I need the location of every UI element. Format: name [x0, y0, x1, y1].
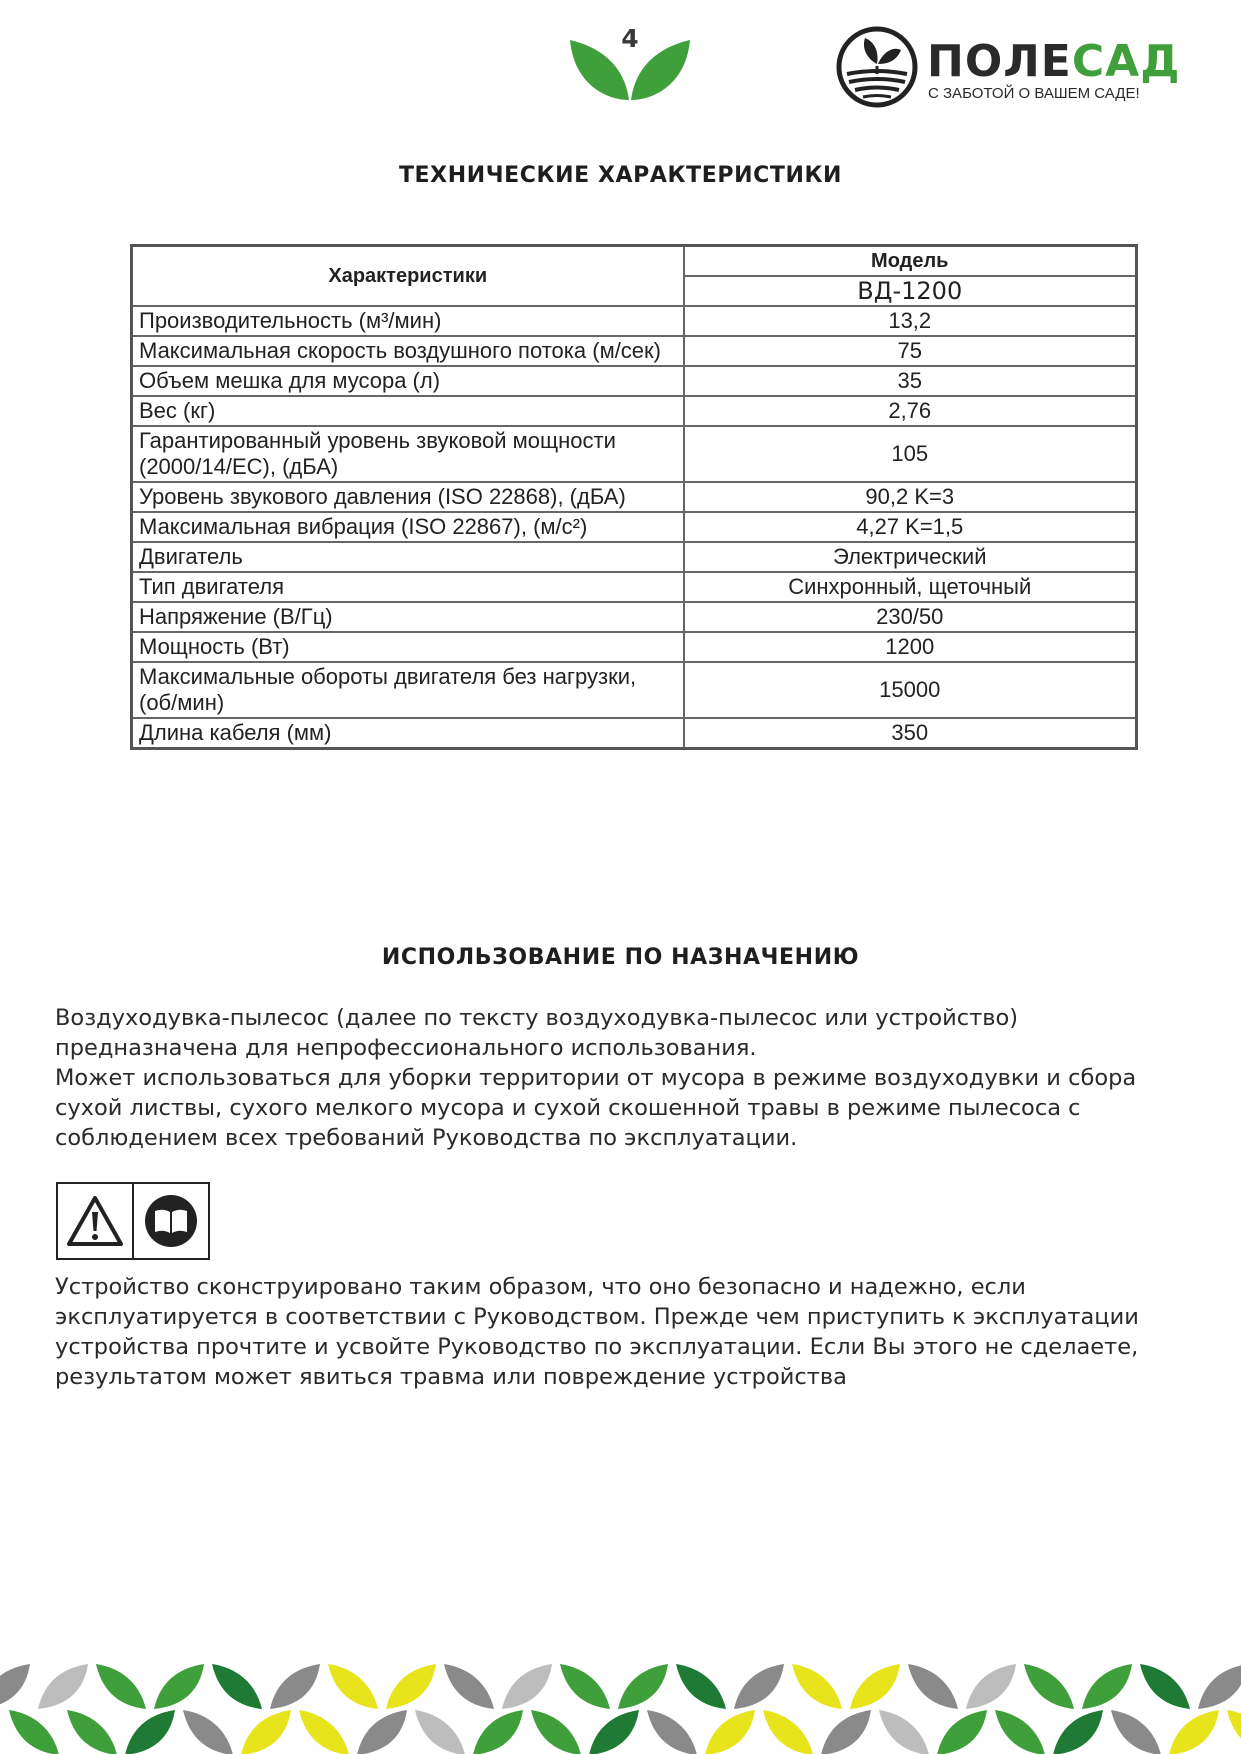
pattern-leaf [1053, 1710, 1103, 1754]
table-row [132, 426, 1137, 482]
pattern-leaf [589, 1710, 639, 1754]
warning-triangle-icon [65, 1194, 125, 1248]
row-value: 75 [684, 336, 1137, 366]
pattern-leaf [792, 1664, 842, 1709]
row-value: Синхронный, щеточный [684, 572, 1137, 602]
pattern-leaf [9, 1710, 59, 1754]
table-row [132, 632, 1137, 662]
table-row [132, 718, 1137, 749]
safety-text [55, 1272, 1205, 1392]
brand-name: ПОЛЕСАД [927, 36, 1181, 87]
table-row [132, 542, 1137, 572]
table-row [132, 306, 1137, 336]
row-value: 4,27 K=1,5 [684, 512, 1137, 542]
pattern-leaf [0, 1664, 30, 1709]
pattern-leaf [1140, 1664, 1190, 1709]
pattern-leaf [705, 1710, 755, 1754]
warning-cell [58, 1184, 132, 1258]
pattern-leaf [1227, 1710, 1241, 1754]
brand-logo [835, 22, 1235, 112]
row-label: Уровень звукового давления (ISO 22868), (дБА) [132, 482, 684, 512]
row-label: Длина кабеля (мм) [132, 718, 684, 749]
row-value: 105 [684, 426, 1137, 482]
pattern-leaf [821, 1710, 871, 1754]
pattern-leaf [1169, 1710, 1219, 1754]
row-label: Максимальная скорость воздушного потока (м/сек) [132, 336, 684, 366]
header-characteristics: Характеристики [132, 246, 684, 307]
pattern-leaf [908, 1664, 958, 1709]
table-row [132, 482, 1137, 512]
row-label: Напряжение (В/Гц) [132, 602, 684, 632]
table-row [132, 662, 1137, 718]
pattern-leaf [270, 1664, 320, 1709]
pattern-leaf [763, 1710, 813, 1754]
row-label: Мощность (Вт) [132, 632, 684, 662]
pattern-leaf [154, 1664, 204, 1709]
row-label: Максимальные обороты двигателя без нагрузки, (об/мин) [132, 662, 684, 718]
pattern-leaf [444, 1664, 494, 1709]
pattern-leaf [618, 1664, 668, 1709]
pattern-leaf [560, 1664, 610, 1709]
row-value: 90,2 K=3 [684, 482, 1137, 512]
page-number-leaf [566, 20, 694, 104]
pattern-leaf [734, 1664, 784, 1709]
manual-book-icon [143, 1193, 199, 1249]
pattern-leaf [676, 1664, 726, 1709]
pattern-leaf [647, 1710, 697, 1754]
pattern-leaf [1111, 1710, 1161, 1754]
row-label: Вес (кг) [132, 396, 684, 426]
pattern-leaf [299, 1710, 349, 1754]
specs-title: ТЕХНИЧЕСКИЕ ХАРАКТЕРИСТИКИ [398, 163, 843, 188]
table-row [132, 396, 1137, 426]
pattern-leaf [212, 1664, 262, 1709]
row-value: 350 [684, 718, 1137, 749]
table-row [132, 366, 1137, 396]
warning-symbols [56, 1182, 210, 1260]
pattern-leaf [96, 1664, 146, 1709]
pattern-leaf [183, 1710, 233, 1754]
header-model: Модель [684, 246, 1137, 277]
pattern-leaf [125, 1710, 175, 1754]
model-name: ВД-1200 [684, 276, 1137, 306]
pattern-leaf [1198, 1664, 1241, 1709]
row-value: 13,2 [684, 306, 1137, 336]
row-value: 1200 [684, 632, 1137, 662]
row-label: Двигатель [132, 542, 684, 572]
table-row [132, 512, 1137, 542]
pattern-leaf [531, 1710, 581, 1754]
table-row [132, 336, 1137, 366]
table-row [132, 602, 1137, 632]
pattern-leaf [38, 1664, 88, 1709]
pattern-leaf [241, 1710, 291, 1754]
usage-title: ИСПОЛЬЗОВАНИЕ ПО НАЗНАЧЕНИЮ [381, 945, 860, 970]
safety-paragraph: Устройство сконструировано таким образом, что оно безопасно и надежно, если эксплуатируется в соответствии с Руководством. Прежде чем приступить к эксплуатации устройства прочтите и усвойте Руководство по эксплуатации. Если Вы этого не сделаете, результатом может явиться травма или повреждение устройства [55, 1274, 1139, 1390]
pattern-leaf [415, 1710, 465, 1754]
pattern-leaf [850, 1664, 900, 1709]
pattern-leaf [357, 1710, 407, 1754]
usage-text [55, 1003, 1205, 1153]
row-value: 15000 [684, 662, 1137, 718]
row-value: Электрический [684, 542, 1137, 572]
pattern-leaf [502, 1664, 552, 1709]
row-label: Гарантированный уровень звуковой мощности (2000/14/ЕС), (дБА) [132, 426, 684, 482]
row-label: Тип двигателя [132, 572, 684, 602]
pattern-leaf [879, 1710, 929, 1754]
row-label: Производительность (м³/мин) [132, 306, 684, 336]
row-value: 2,76 [684, 396, 1137, 426]
specs-table [130, 244, 1138, 750]
pattern-leaf [1024, 1664, 1074, 1709]
row-label: Объем мешка для мусора (л) [132, 366, 684, 396]
pattern-leaf [473, 1710, 523, 1754]
pattern-leaf [328, 1664, 378, 1709]
pattern-leaf [67, 1710, 117, 1754]
usage-paragraph-1: Воздуходувка-пылесос (далее по тексту воздуходувка-пылесос или устройство) предназначена для непрофессионального использования. [55, 1005, 1019, 1061]
pattern-leaf [966, 1664, 1016, 1709]
logo-emblem-icon [835, 24, 919, 110]
usage-paragraph-2: Может использоваться для уборки территории от мусора в режиме воздуходувки и сбора сухой листвы, сухого мелкого мусора и сухой скошенной травы в режиме пылесоса с соблюдением всех требований Руководства по эксплуатации. [55, 1065, 1137, 1151]
pattern-leaf [1082, 1664, 1132, 1709]
manual-cell [132, 1184, 208, 1258]
row-label: Максимальная вибрация (ISO 22867), (м/с²) [132, 512, 684, 542]
row-value: 230/50 [684, 602, 1137, 632]
table-row [132, 572, 1137, 602]
leaf-pattern-footer [0, 1664, 1241, 1754]
row-value: 35 [684, 366, 1137, 396]
pattern-leaf [995, 1710, 1045, 1754]
brand-tagline: С ЗАБОТОЙ О ВАШЕМ САДЕ! [928, 85, 1140, 102]
pattern-leaf [386, 1664, 436, 1709]
page-number: 4 [621, 24, 639, 53]
pattern-leaf [937, 1710, 987, 1754]
